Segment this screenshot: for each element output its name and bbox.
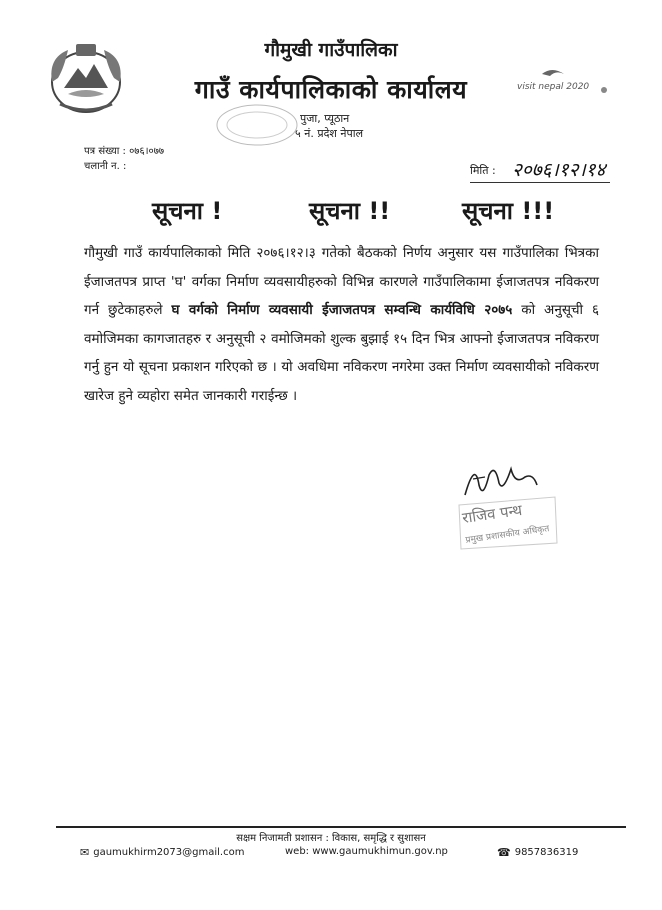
email-address[interactable]: gaumukhirm2073@gmail.com bbox=[93, 847, 245, 858]
notice-body-bold: घ वर्गको निर्माण व्यवसायी ईजाजतपत्र सम्वन्धि कार्यविधि २०७५ bbox=[171, 302, 513, 318]
date-label: मिति : bbox=[470, 164, 496, 177]
footer-divider bbox=[56, 826, 626, 828]
notice-heading-2: सूचना !! bbox=[309, 197, 391, 225]
footer-website[interactable]: web: www.gaumukhimun.gov.np bbox=[285, 846, 448, 857]
notice-body-part-1: गौमुखी गाउँ कार्यपालिकाको मिति २०७६।१२।३ गतेको बैठकको निर्णय अनुसार यस गाउँपालिका भित्रका ईजाजतपत्र प्राप्त 'घ' वर्गका निर्माण व्यवसायीहरुको विभिन्न कारणले गाउँपालिकामा ईजाजतपत्र नविकरण गर्न छुटेकाहरुले bbox=[84, 245, 599, 318]
address-line-1: पुजा, प्यूठान bbox=[300, 112, 350, 125]
address-line-2: ५ नं. प्रदेश नेपाल bbox=[295, 127, 364, 140]
visit-nepal-text: visit nepal 2020 bbox=[517, 82, 590, 92]
dispatch-number: चलानी न. : bbox=[84, 161, 127, 172]
stamp-title: प्रमुख प्रशासकीय अधिकृत bbox=[464, 524, 550, 546]
date-field bbox=[470, 160, 610, 183]
notice-heading-1: सूचना ! bbox=[152, 197, 223, 225]
footer-motto: सक्षम निजामती प्रशासन : विकास, समृद्धि र सुशासन bbox=[236, 833, 426, 844]
office-seal-icon bbox=[212, 100, 302, 150]
letter-number: पत्र संख्या : ०७६।०७७ bbox=[84, 146, 165, 157]
footer-phone[interactable] bbox=[497, 846, 578, 859]
phone-number[interactable]: 9857836319 bbox=[514, 847, 579, 858]
office-title: गाउँ कार्यपालिकाको कार्यालय bbox=[194, 75, 468, 104]
date-value: २०७६।१२।१४ bbox=[512, 159, 606, 181]
notice-body bbox=[84, 239, 599, 410]
phone-icon: ☎ bbox=[497, 846, 511, 859]
notice-heading-3: सूचना !!! bbox=[462, 197, 555, 225]
municipality-name: गौमुखी गाउँपालिका bbox=[264, 39, 398, 61]
footer-email[interactable] bbox=[80, 846, 244, 859]
stamp-name: राजिव पन्थ bbox=[461, 500, 524, 528]
notice-body-part-2: को अनुसूची ६ वमोजिमका कागजातहरु र अनुसूची २ वमोजिमको शुल्क बुझाई १५ दिन भित्र आफ्नो ईजाजतपत्र नविकरण गर्नु हुन यो सूचना प्रकाशन गरिएको छ । यो अवधिमा नविकरण नगरेमा उक्त निर्माण व्यवसायीको नविकरण खारेज हुने व्यहोरा समेत जानकारी गराईन्छ । bbox=[84, 302, 600, 404]
email-icon: ✉ bbox=[80, 846, 90, 859]
